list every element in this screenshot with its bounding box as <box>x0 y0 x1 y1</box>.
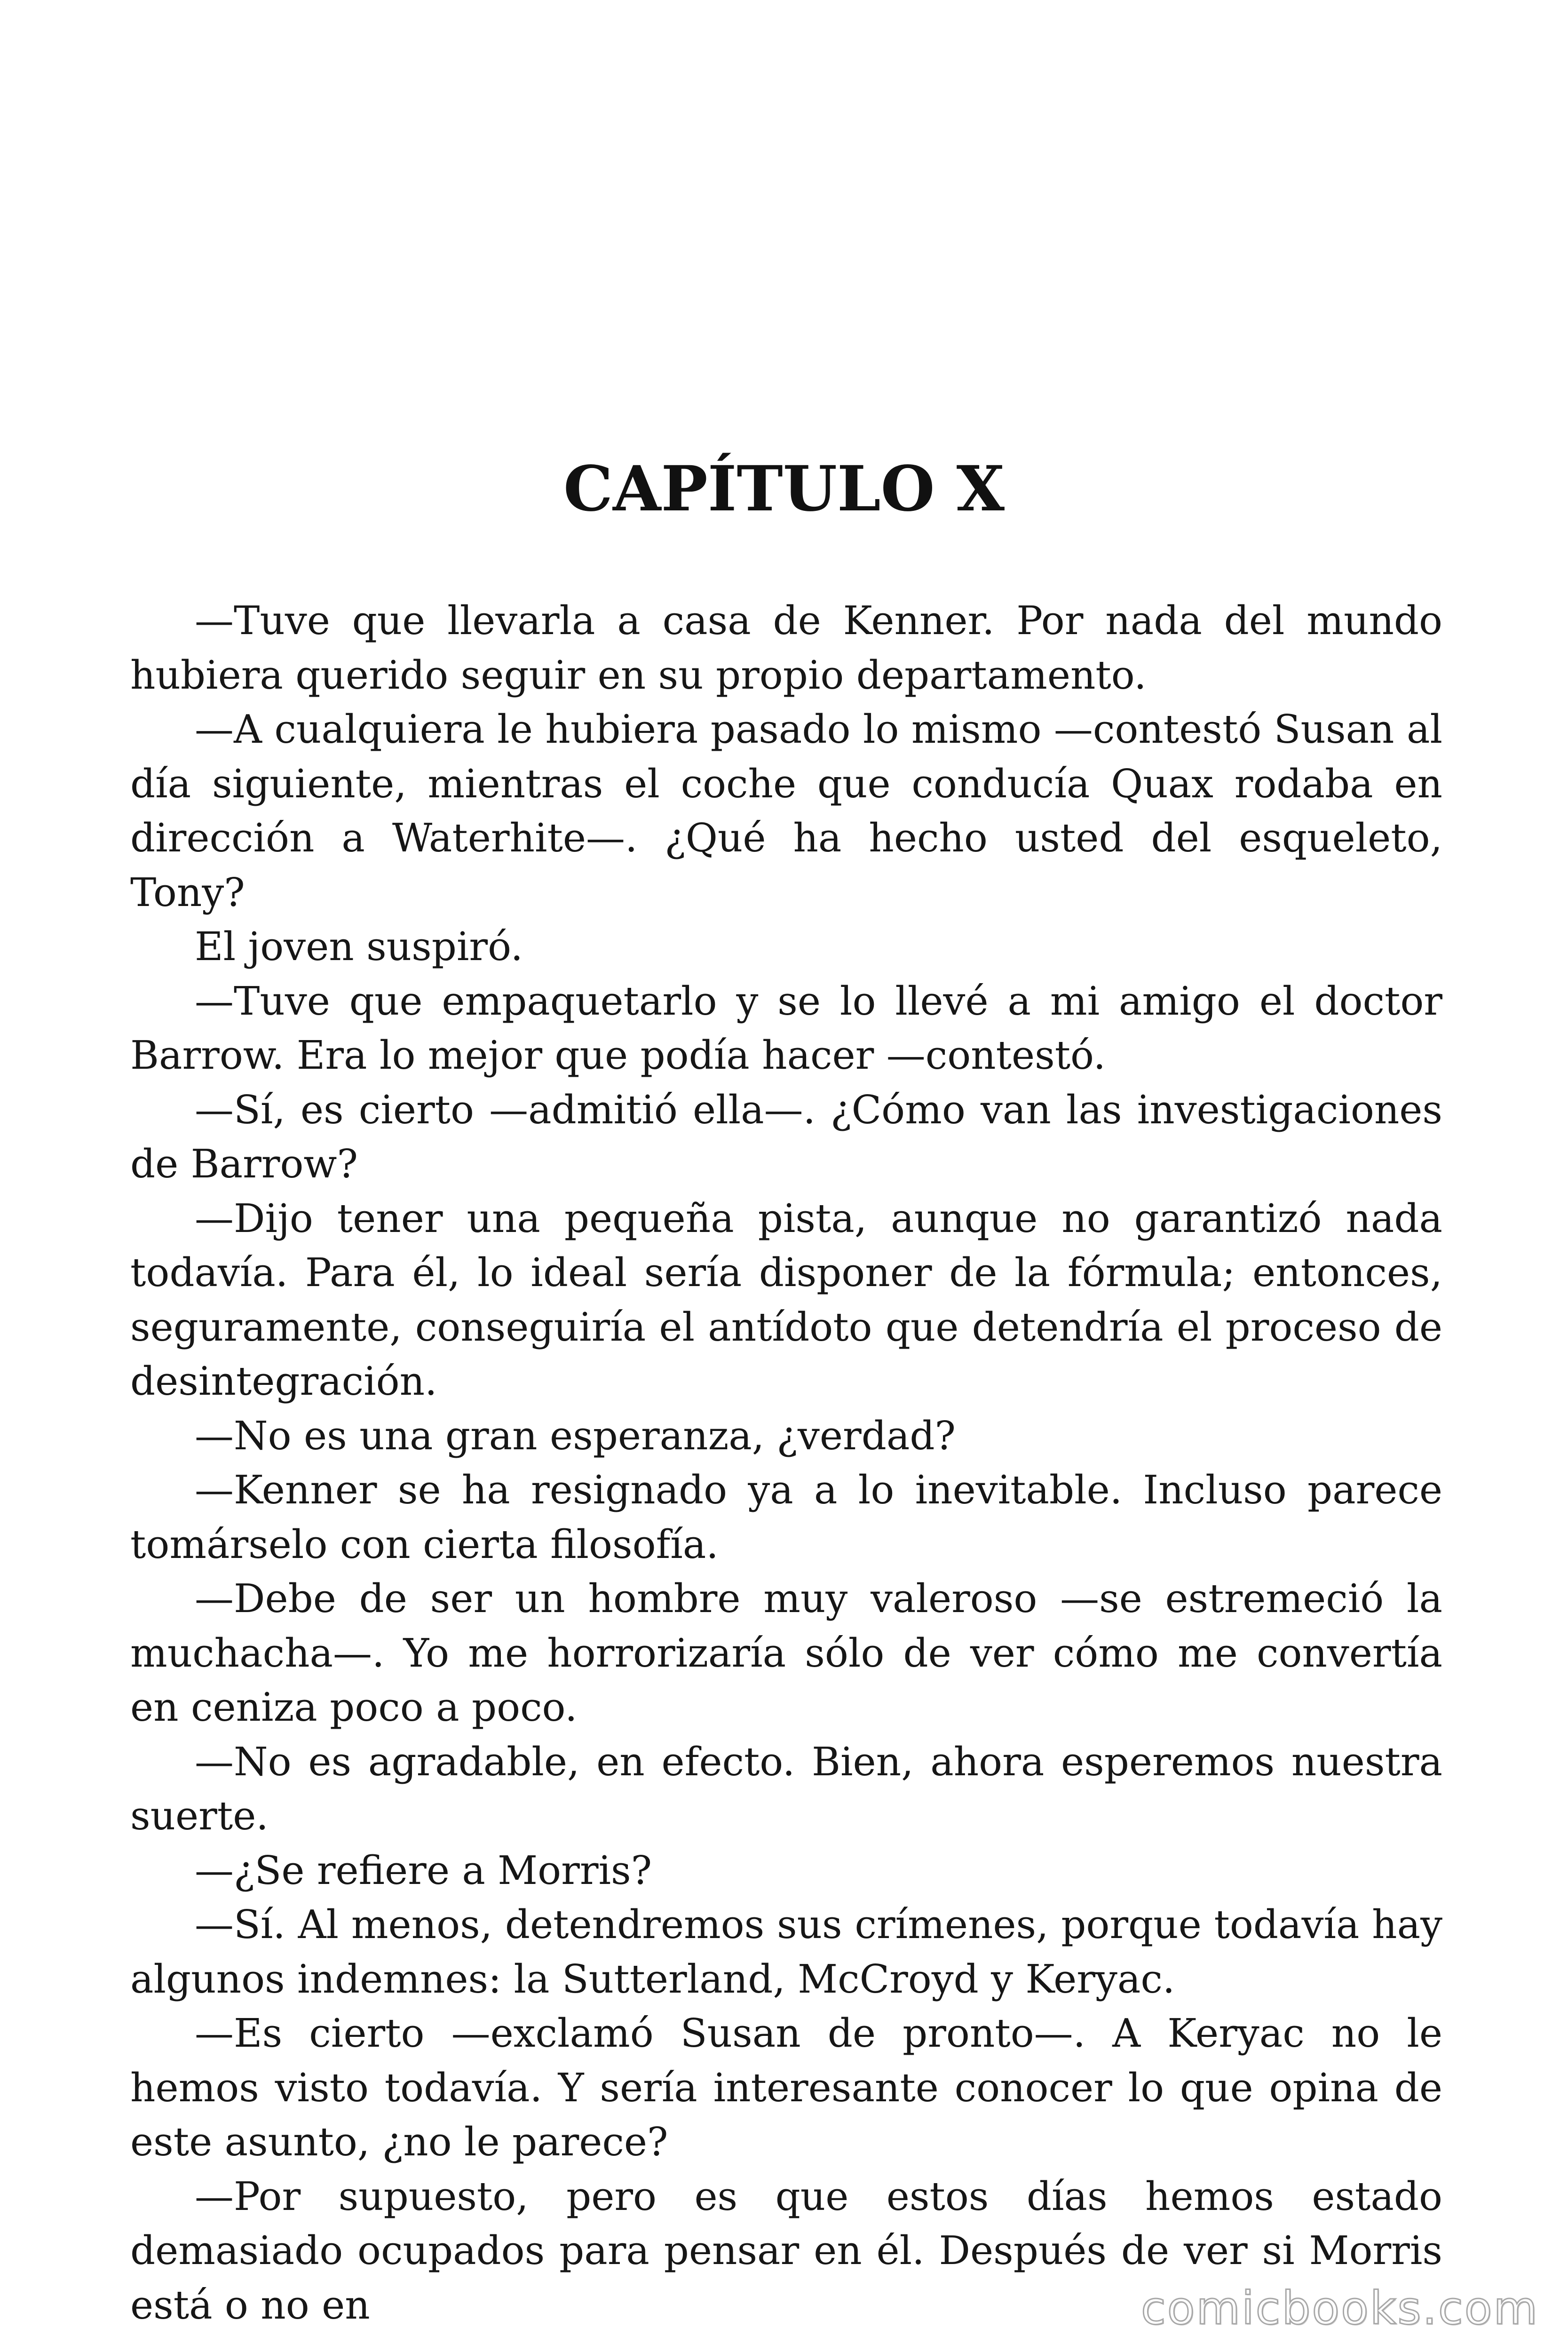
paragraph: —Tuve que empaquetarlo y se lo llevé a mi amigo el doctor Barrow. Era lo mejor que podía hacer —contestó. <box>130 978 1442 1078</box>
paragraph: —Por supuesto, pero es que estos días hemos estado demasiado ocupados para pensar en él. Después de ver si Morris está o no en <box>130 2173 1442 2328</box>
paragraph: —¿Se refiere a Morris? <box>195 1847 652 1893</box>
chapter-body <box>130 594 1442 2332</box>
paragraph: —Sí, es cierto —admitió ella—. ¿Cómo van las investigaciones de Barrow? <box>130 1087 1442 1187</box>
paragraph: El joven suspiró. <box>195 924 523 969</box>
paragraph: —Kenner se ha resignado ya a lo inevitable. Incluso parece tomárselo con cierta filosofía. <box>130 1467 1442 1567</box>
paragraph: —Dijo tener una pequeña pista, aunque no garantizó nada todavía. Para él, lo ideal sería disponer de la fórmula; entonces, seguramente, conseguiría el antídoto que detendría el proceso de desintegración. <box>130 1195 1442 1404</box>
chapter-title: CAPÍTULO X <box>563 453 1005 525</box>
paragraph: —A cualquiera le hubiera pasado lo mismo —contestó Susan al día siguiente, mientras el coche que conducía Quax rodaba en dirección a Waterhite—. ¿Qué ha hecho usted del esqueleto, Tony? <box>130 707 1442 915</box>
paragraph: —No es una gran esperanza, ¿verdad? <box>195 1413 956 1459</box>
watermark: comicbooks.com <box>1140 2282 1539 2335</box>
paragraph: —Tuve que llevarla a casa de Kenner. Por nada del mundo hubiera querido seguir en su propio departamento. <box>130 598 1442 698</box>
paragraph: —No es agradable, en efecto. Bien, ahora esperemos nuestra suerte. <box>130 1739 1442 1839</box>
paragraph: —Debe de ser un hombre muy valeroso —se estremeció la muchacha—. Yo me horrorizaría sólo de ver cómo me convertía en ceniza poco a poco. <box>130 1576 1442 1730</box>
paragraph: —Es cierto —exclamó Susan de pronto—. A Keryac no le hemos visto todavía. Y sería interesante conocer lo que opina de este asunto, ¿no le parece? <box>130 2010 1442 2165</box>
paragraph: —Sí. Al menos, detendremos sus crímenes, porque todavía hay algunos indemnes: la Sutterland, McCroyd y Keryac. <box>130 1902 1442 2002</box>
